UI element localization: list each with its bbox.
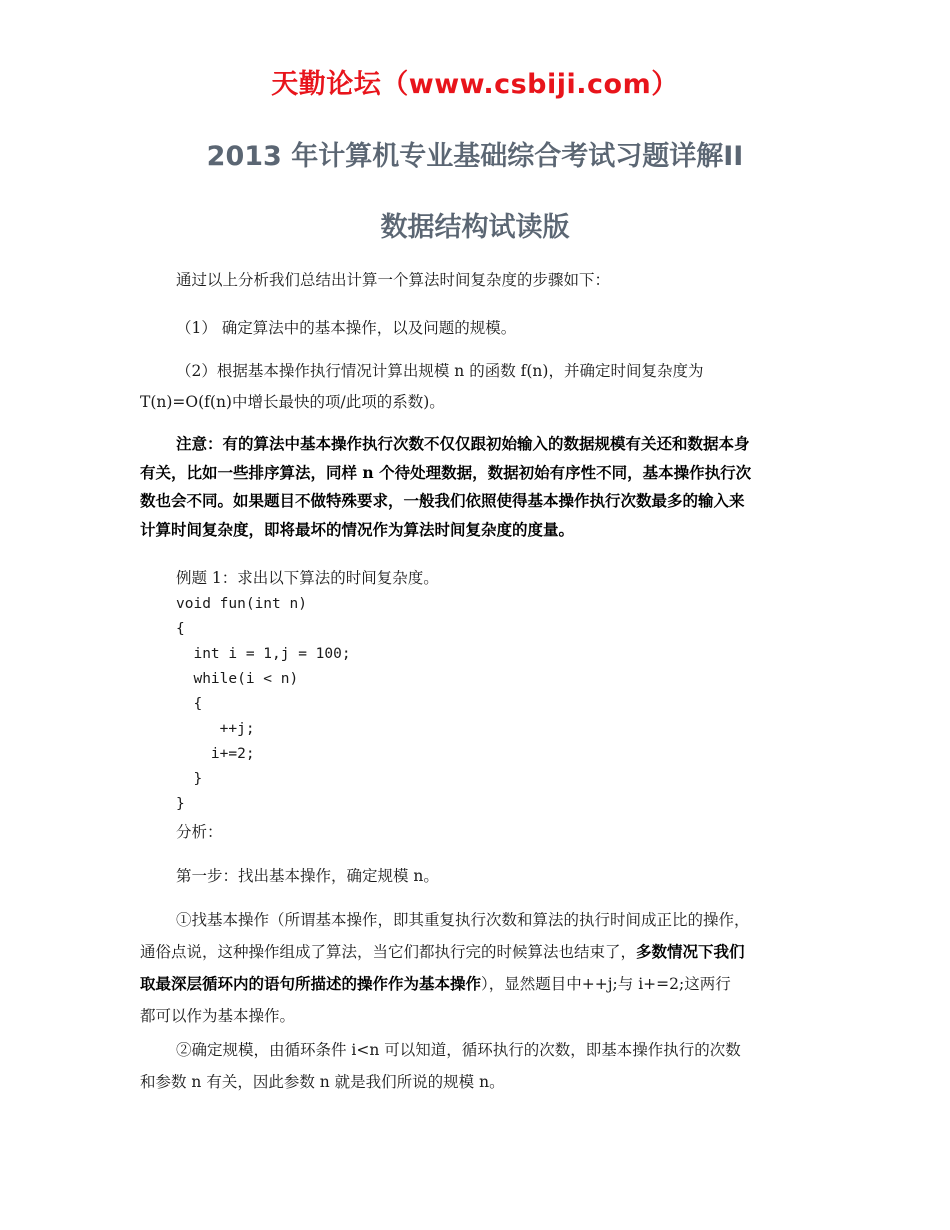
site-title: 天勤论坛（www.csbiji.com）	[271, 69, 679, 100]
code-line: i+=2;	[176, 746, 255, 762]
intro-paragraph: 通过以上分析我们总结出计算一个算法时间复杂度的步骤如下：	[176, 271, 611, 289]
code-line: void fun(int n)	[176, 596, 307, 612]
code-block	[176, 592, 351, 817]
item-1-line: 都可以作为基本操作。	[140, 1007, 296, 1025]
step-2-line-1: （2）根据基本操作执行情况计算出规模 n 的函数 f(n)，并确定时间复杂度为	[176, 362, 704, 380]
note-line: 计算时间复杂度，即将最坏的情况作为算法时间复杂度的度量。	[140, 519, 575, 539]
code-listing	[176, 592, 351, 817]
code-line: {	[176, 696, 203, 712]
item-1-emphasis: 取最深层循环内的语句所描述的操作作为基本操作	[140, 974, 482, 993]
item-2-line: 和参数 n 有关，因此参数 n 就是我们所说的规模 n。	[140, 1073, 505, 1091]
item-1-line	[140, 968, 812, 1000]
code-line: while(i < n)	[176, 671, 299, 687]
document-subtitle: 数据结构试读版	[380, 212, 570, 243]
note-paragraph	[140, 430, 812, 544]
code-line: }	[176, 796, 185, 812]
analysis-item-1	[140, 904, 812, 1032]
note-line: 有关，比如一些排序算法，同样 n 个待处理数据，数据初始有序性不同，基本操作执行次	[140, 462, 752, 482]
item-1-text: ），显然题目中++j;与 i+=2;这两行	[481, 975, 731, 993]
item-1-line: ①找基本操作（所谓基本操作，即其重复执行次数和算法的执行时间成正比的操作，	[176, 911, 750, 929]
step-1: （1） 确定算法中的基本操作，以及问题的规模。	[176, 319, 517, 337]
item-1-text: 通俗点说，这种操作组成了算法，当它们都执行完的时候算法也结束了，	[140, 943, 637, 961]
analysis-label: 分析：	[176, 823, 223, 841]
item-1-emphasis: 多数情况下我们	[636, 942, 745, 961]
analysis-item-2	[140, 1034, 812, 1098]
code-line: {	[176, 621, 185, 637]
step-2-line-2: T(n)=O(f(n)中增长最快的项/此项的系数)。	[140, 393, 445, 411]
code-line: ++j;	[176, 721, 255, 737]
document-title: 2013 年计算机专业基础综合考试习题详解II	[206, 141, 744, 172]
code-line: }	[176, 771, 203, 787]
item-2-line: ②确定规模，由循环条件 i<n 可以知道，循环执行的次数，即基本操作执行的次数	[176, 1041, 741, 1059]
code-line: int i = 1,j = 100;	[176, 646, 351, 662]
example-title: 例题 1：求出以下算法的时间复杂度。	[176, 569, 439, 587]
analysis-step-one: 第一步：找出基本操作，确定规模 n。	[176, 867, 439, 885]
note-line: 注意：有的算法中基本操作执行次数不仅仅跟初始输入的数据规模有关还和数据本身	[176, 434, 750, 453]
note-line: 数也会不同。如果题目不做特殊要求，一般我们依照使得基本操作执行次数最多的输入来	[140, 491, 745, 510]
item-1-line	[140, 936, 812, 968]
